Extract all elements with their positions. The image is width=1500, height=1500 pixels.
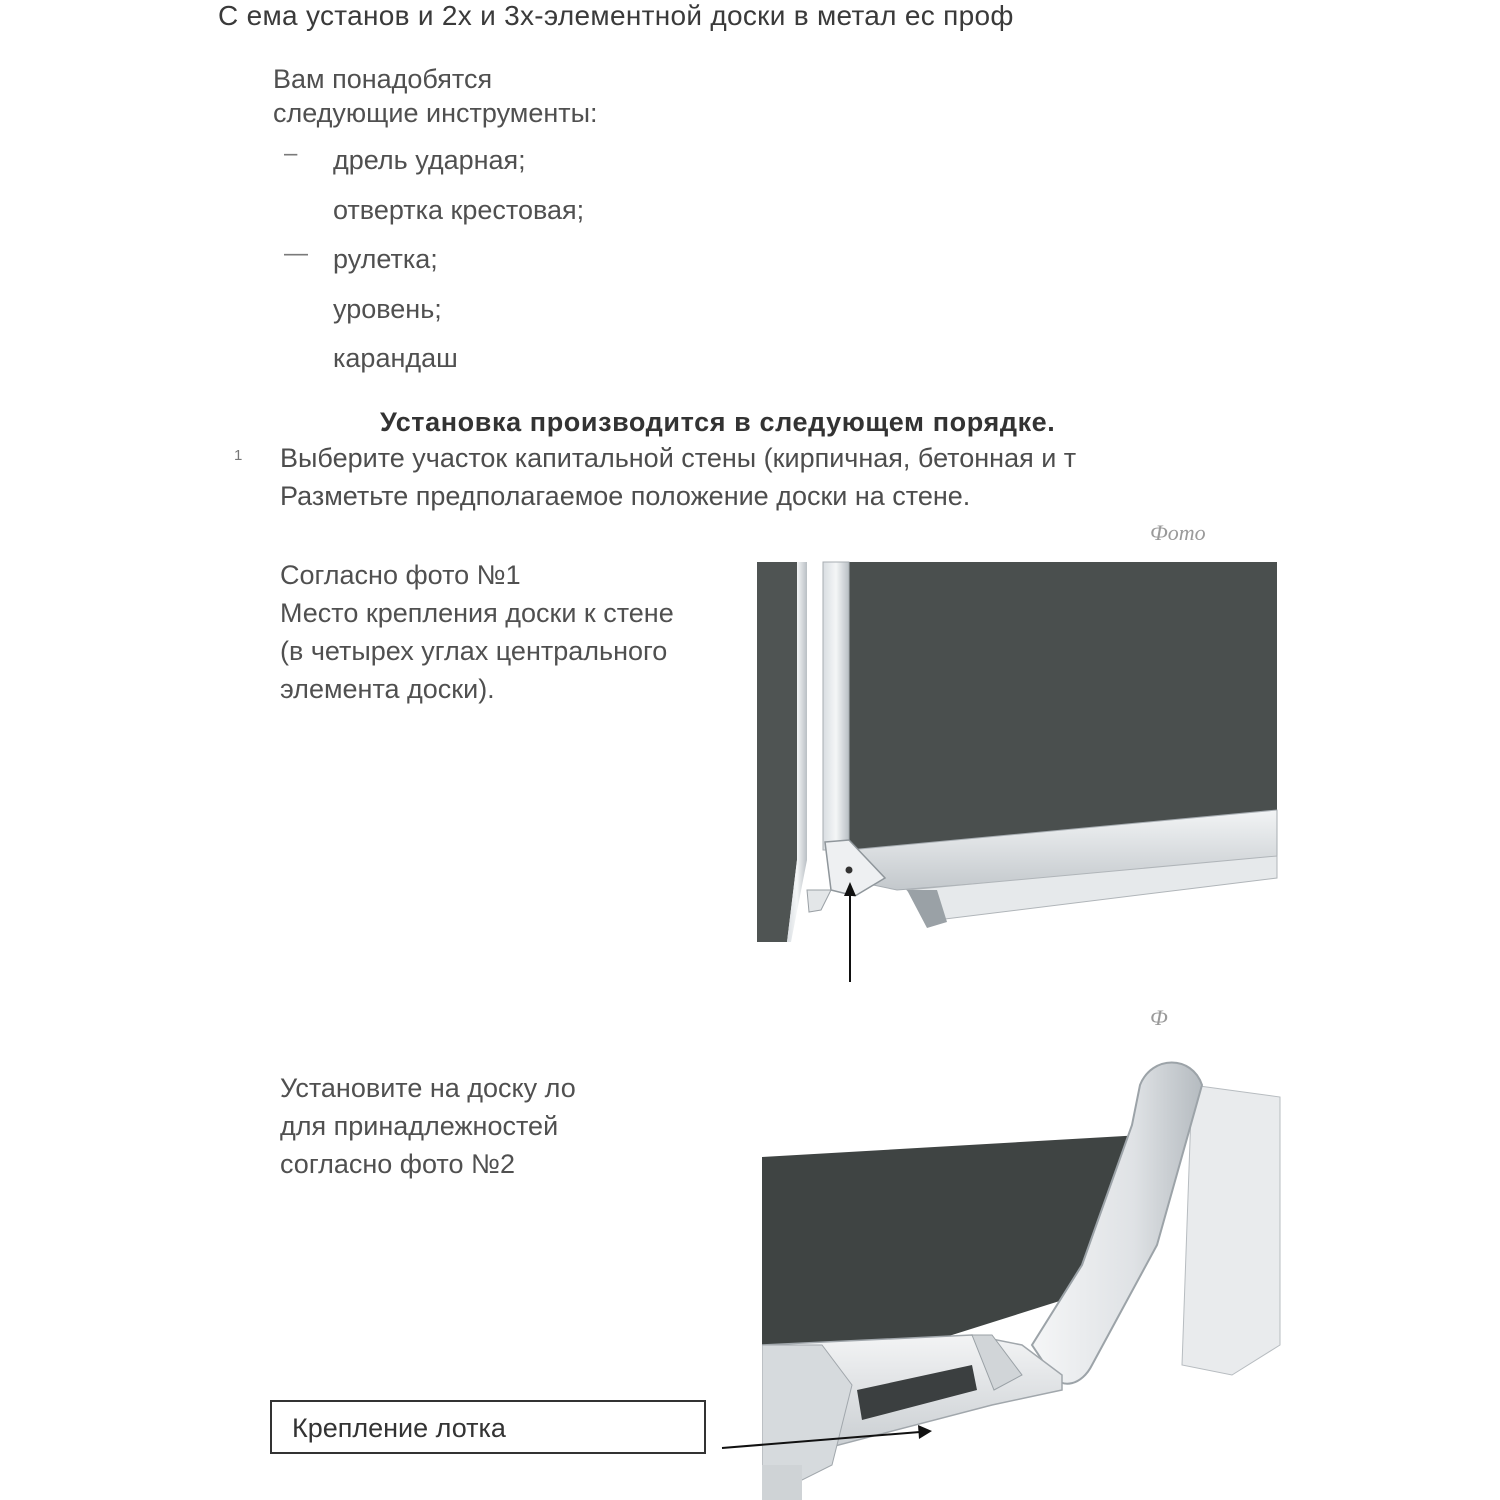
tool-item: карандаш — [333, 343, 458, 373]
section-heading: Установка производится в следующем порядке. — [380, 407, 1056, 437]
tools-intro-line-1: Вам понадобятся — [273, 64, 493, 94]
photo-1-label: Фото — [1150, 520, 1206, 545]
photo-2-label: Ф — [1150, 1005, 1168, 1030]
step-1-line-1: Выберите участок капитальной стены (кирпичная, бетонная и т — [280, 443, 1077, 473]
tools-intro-line-2: следующие инструменты: — [273, 98, 598, 128]
list-dash: – — [284, 140, 298, 167]
tool-item: рулетка; — [333, 244, 438, 274]
photo-2-description-line: согласно фото №2 — [280, 1149, 515, 1179]
tool-item: дрель ударная; — [333, 145, 526, 175]
document-title: С ема установ и 2х и 3х-элементной доски в метал ес проф — [218, 0, 1014, 31]
tools-intro — [273, 62, 598, 130]
tool-item: уровень; — [333, 294, 442, 324]
photo-2-description-line: Установите на доску ло — [280, 1073, 576, 1103]
photo-1-board-corner — [757, 560, 1279, 985]
photo-2-description-line: для принадлежностей — [280, 1111, 559, 1141]
callout-arrow — [720, 1418, 935, 1452]
list-dash: — — [284, 240, 308, 267]
tray-mount-callout — [270, 1400, 706, 1454]
photo-1-description — [280, 556, 674, 708]
step-1-line-2: Разметьте предполагаемое положение доски на стене. — [280, 481, 971, 511]
tool-item: отвертка крестовая; — [333, 195, 585, 225]
photo-1-description-line: Согласно фото №1 — [280, 560, 521, 590]
photo-1-description-line: (в четырех углах центрального — [280, 636, 668, 666]
tray-mount-callout-text: Крепление лотка — [292, 1413, 506, 1443]
photo-1-description-line: Место крепления доски к стене — [280, 598, 674, 628]
step-number: 1 — [234, 447, 243, 464]
photo-1-description-line: элемента доски). — [280, 674, 495, 704]
photo-2-description — [280, 1069, 576, 1183]
